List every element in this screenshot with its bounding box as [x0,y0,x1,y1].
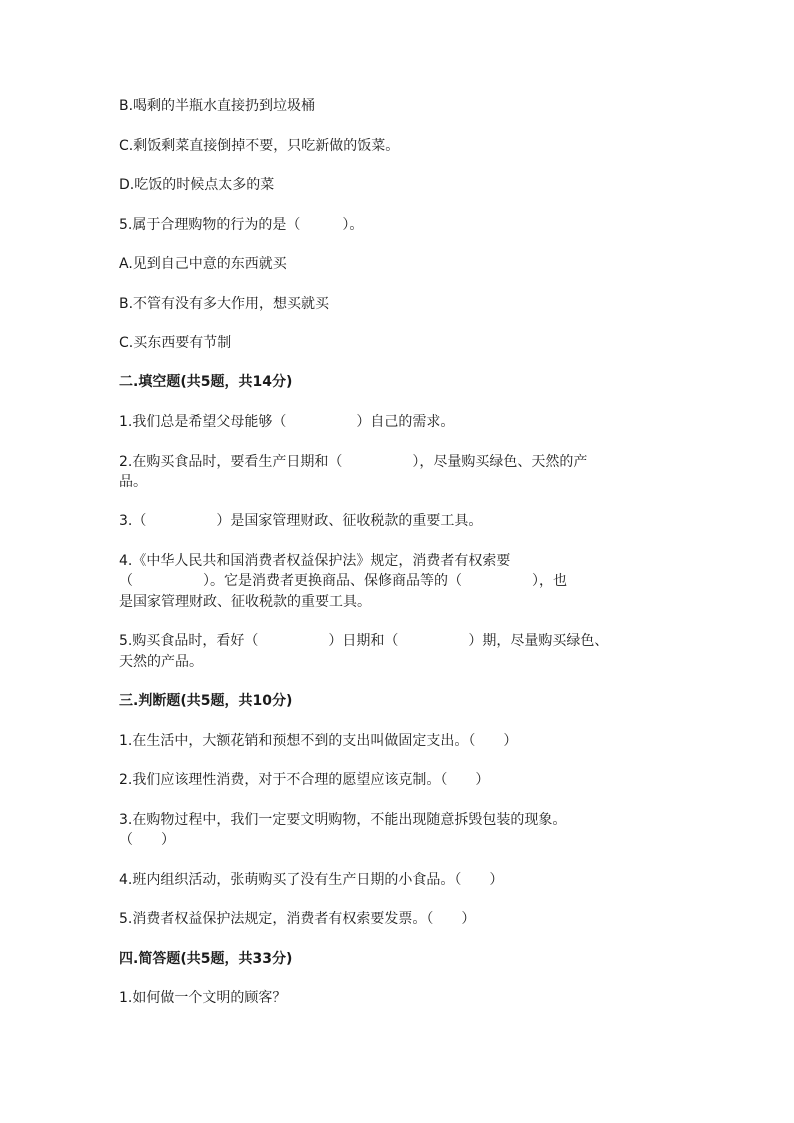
option-c: C.买东西要有节制 [119,335,232,351]
option-b: B.不管有没有多大作用，想买就买 [119,296,330,312]
judge-question-2: 2.我们应该理性消费，对于不合理的愿望应该克制。（ ） [119,772,490,788]
fill-question-3: 3.（ ）是国家管理财政、征收税款的重要工具。 [119,513,483,529]
option-b: B.喝剩的半瓶水直接扔到垃圾桶 [119,98,316,114]
option-d: D.吃饭的时候点太多的菜 [119,177,275,193]
judge-question-5: 5.消费者权益保护法规定，消费者有权索要发票。（ ） [119,911,476,927]
section-heading-judge: 三.判断题(共5题，共10分) [119,693,293,709]
section-heading-short: 四.简答题(共5题，共33分) [119,951,293,967]
option-a: A.见到自己中意的东西就买 [119,256,287,272]
fill-question-5-line2: 天然的产品。 [119,654,203,670]
fill-question-4-line2: （ ）。它是消费者更换商品、保修商品等的（ ），也 [119,573,567,589]
judge-question-1: 1.在生活中，大额花销和预想不到的支出叫做固定支出。（ ） [119,733,518,749]
fill-question-2-line2: 品。 [119,474,147,490]
judge-question-4: 4.班内组织活动，张萌购买了没有生产日期的小食品。（ ） [119,872,504,888]
option-c: C.剩饭剩菜直接倒掉不要，只吃新做的饭菜。 [119,138,400,154]
fill-question-4-line1: 4.《中华人民共和国消费者权益保护法》规定，消费者有权索要 [119,553,511,569]
judge-question-3-line2: （ ） [119,832,175,848]
fill-question-1: 1.我们总是希望父母能够（ ）自己的需求。 [119,414,455,430]
fill-question-5-line1: 5.购买食品时，看好（ ）日期和（ ）期，尽量购买绿色、 [119,633,609,649]
question-5-stem: 5.属于合理购物的行为的是（ ）。 [119,217,364,233]
short-question-1: 1.如何做一个文明的顾客？ [119,990,287,1006]
judge-question-3-line1: 3.在购物过程中，我们一定要文明购物，不能出现随意拆毁包装的现象。 [119,812,567,828]
fill-question-4-line3: 是国家管理财政、征收税款的重要工具。 [119,594,371,610]
section-heading-fill: 二.填空题(共5题，共14分) [119,374,293,390]
fill-question-2-line1: 2.在购买食品时，要看生产日期和（ ），尽量购买绿色、天然的产 [119,454,588,470]
